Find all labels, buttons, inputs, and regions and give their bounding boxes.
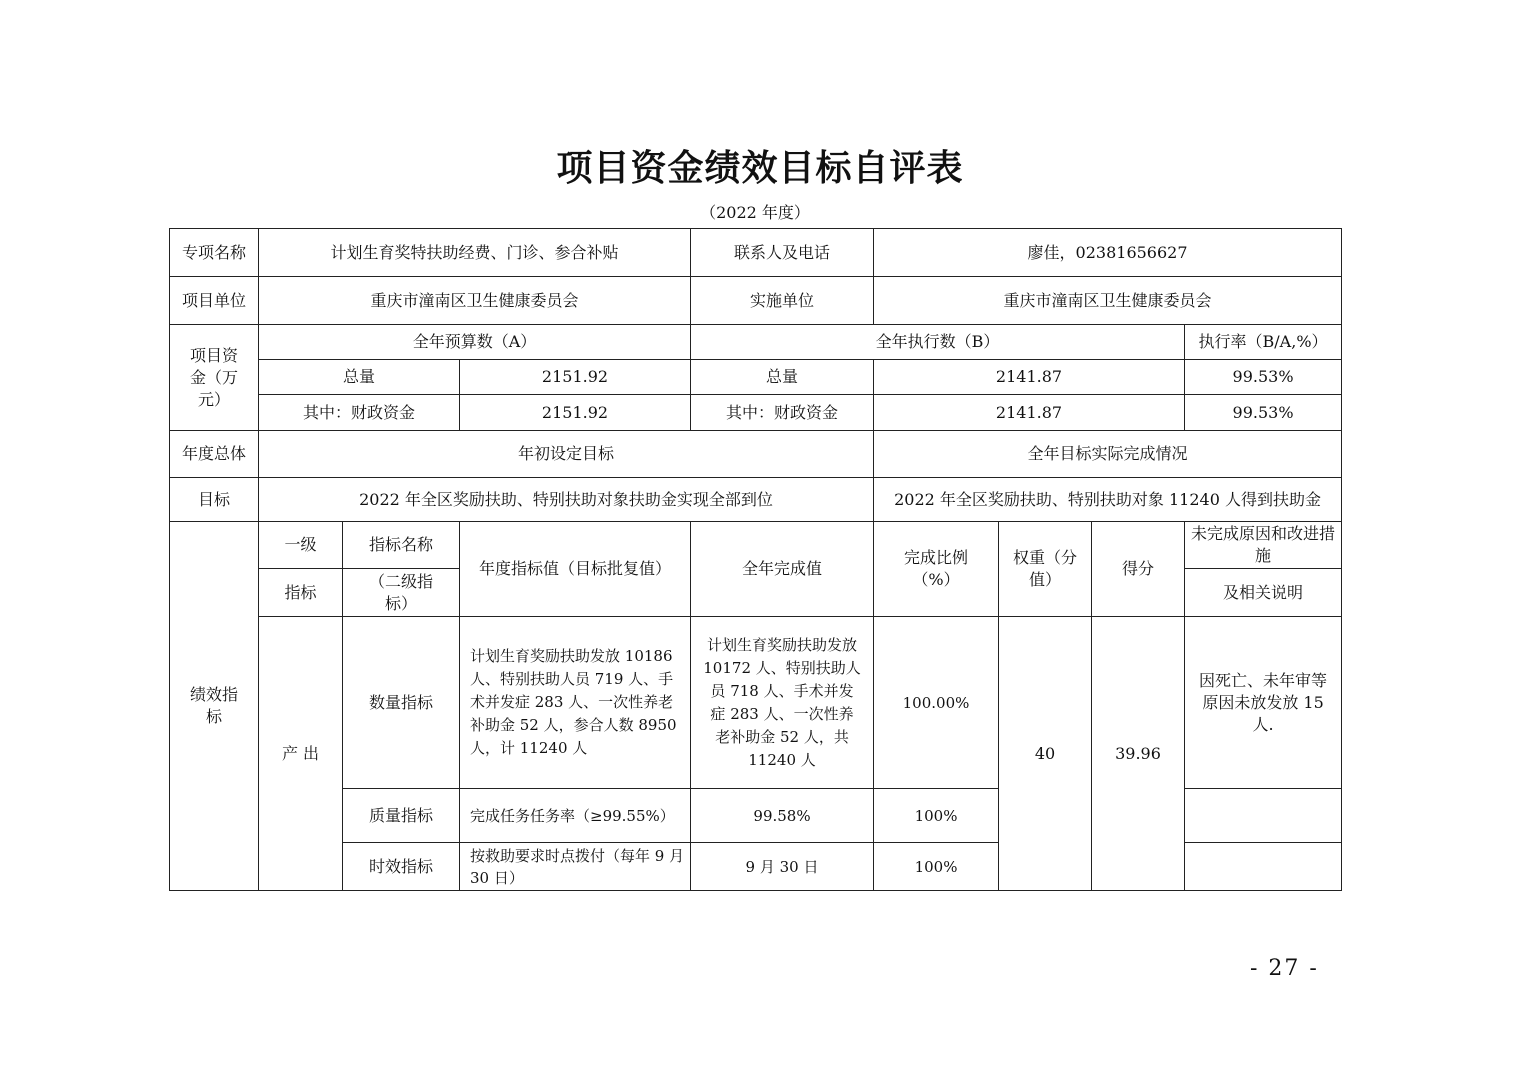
funds-rate-value: 99.53% [1185, 360, 1342, 395]
evaluation-table [169, 228, 1342, 891]
header-weight: 权重（分值） [999, 522, 1092, 617]
indicator-actual: 计划生育奖励扶助发放 10172 人、特别扶助人员 718 人、手术并发症 283 人、一次性养老补助金 52 人，共 11240 人 [691, 617, 874, 789]
budget-header: 全年预算数（A） [259, 325, 691, 360]
table-row [170, 395, 1342, 431]
table-row [170, 522, 1342, 569]
impl-value: 重庆市潼南区卫生健康委员会 [874, 277, 1342, 325]
funds-exec-label: 其中：财政资金 [691, 395, 874, 431]
indicator-reason [1185, 789, 1342, 843]
funds-label: 项目资金（万元） [170, 325, 259, 431]
indicator-ratio: 100.00% [874, 617, 999, 789]
funds-exec-value: 2141.87 [874, 395, 1185, 431]
indicator-ratio: 100% [874, 843, 999, 891]
indicator-ratio: 100% [874, 789, 999, 843]
unit-label: 项目单位 [170, 277, 259, 325]
score-value: 39.96 [1092, 617, 1185, 891]
funds-row-label: 总量 [259, 360, 460, 395]
indicator-actual: 9 月 30 日 [691, 843, 874, 891]
goal-label-top: 年度总体 [170, 431, 259, 478]
indicator-reason [1185, 843, 1342, 891]
weight-value: 40 [999, 617, 1092, 891]
table-row [170, 617, 1342, 789]
funds-rate-value: 99.53% [1185, 395, 1342, 431]
project-name-label: 专项名称 [170, 229, 259, 277]
header-score: 得分 [1092, 522, 1185, 617]
header-reason: 未完成原因和改进措施 [1185, 522, 1342, 569]
indicator-name: 质量指标 [343, 789, 460, 843]
contact-label: 联系人及电话 [691, 229, 874, 277]
impl-label: 实施单位 [691, 277, 874, 325]
funds-budget-value: 2151.92 [460, 395, 691, 431]
rate-header: 执行率（B/A,%） [1185, 325, 1342, 360]
goal-actual-header: 全年目标实际完成情况 [874, 431, 1342, 478]
header-target: 年度指标值（目标批复值） [460, 522, 691, 617]
header-reason-sub: 及相关说明 [1185, 569, 1342, 617]
table-row [170, 431, 1342, 478]
header-indicator-name: 指标名称 [343, 522, 460, 569]
table-row [170, 325, 1342, 360]
funds-budget-value: 2151.92 [460, 360, 691, 395]
indicator-target: 按救助要求时点拨付（每年 9 月 30 日） [460, 843, 691, 891]
table-row [170, 478, 1342, 522]
unit-value: 重庆市潼南区卫生健康委员会 [259, 277, 691, 325]
level1-output: 产 出 [259, 617, 343, 891]
project-name-value: 计划生育奖特扶助经费、门诊、参合补贴 [259, 229, 691, 277]
page-number: - 27 - [1250, 956, 1319, 981]
indicator-target: 计划生育奖励扶助发放 10186 人、特别扶助人员 719 人、手术并发症 283 人、一次性养老补助金 52 人，参合人数 8950 人，计 11240 人 [460, 617, 691, 789]
header-ratio: 完成比例（%） [874, 522, 999, 617]
page-title: 项目资金绩效目标自评表 [556, 147, 964, 189]
header-actual: 全年完成值 [691, 522, 874, 617]
perf-label: 绩效指标 [170, 522, 259, 891]
header-level1: 一级 [259, 522, 343, 569]
indicator-actual: 99.58% [691, 789, 874, 843]
indicator-reason: 因死亡、未年审等原因未放发放 15 人. [1185, 617, 1342, 789]
header-level1-sub: 指标 [259, 569, 343, 617]
table-row [170, 229, 1342, 277]
header-indicator-sub: （二级指标） [343, 569, 460, 617]
page-subtitle: （2022 年度） [700, 203, 810, 222]
indicator-target: 完成任务任务率（≥99.55%） [460, 789, 691, 843]
funds-exec-value: 2141.87 [874, 360, 1185, 395]
goal-label-bottom: 目标 [170, 478, 259, 522]
indicator-name: 数量指标 [343, 617, 460, 789]
indicator-name: 时效指标 [343, 843, 460, 891]
contact-value: 廖佳，02381656627 [874, 229, 1342, 277]
funds-exec-label: 总量 [691, 360, 874, 395]
table-row [170, 360, 1342, 395]
exec-header: 全年执行数（B） [691, 325, 1185, 360]
funds-row-label: 其中：财政资金 [259, 395, 460, 431]
goal-actual-text: 2022 年全区奖励扶助、特别扶助对象 11240 人得到扶助金 [874, 478, 1342, 522]
goal-set-header: 年初设定目标 [259, 431, 874, 478]
table-row [170, 277, 1342, 325]
goal-set-text: 2022 年全区奖励扶助、特别扶助对象扶助金实现全部到位 [259, 478, 874, 522]
